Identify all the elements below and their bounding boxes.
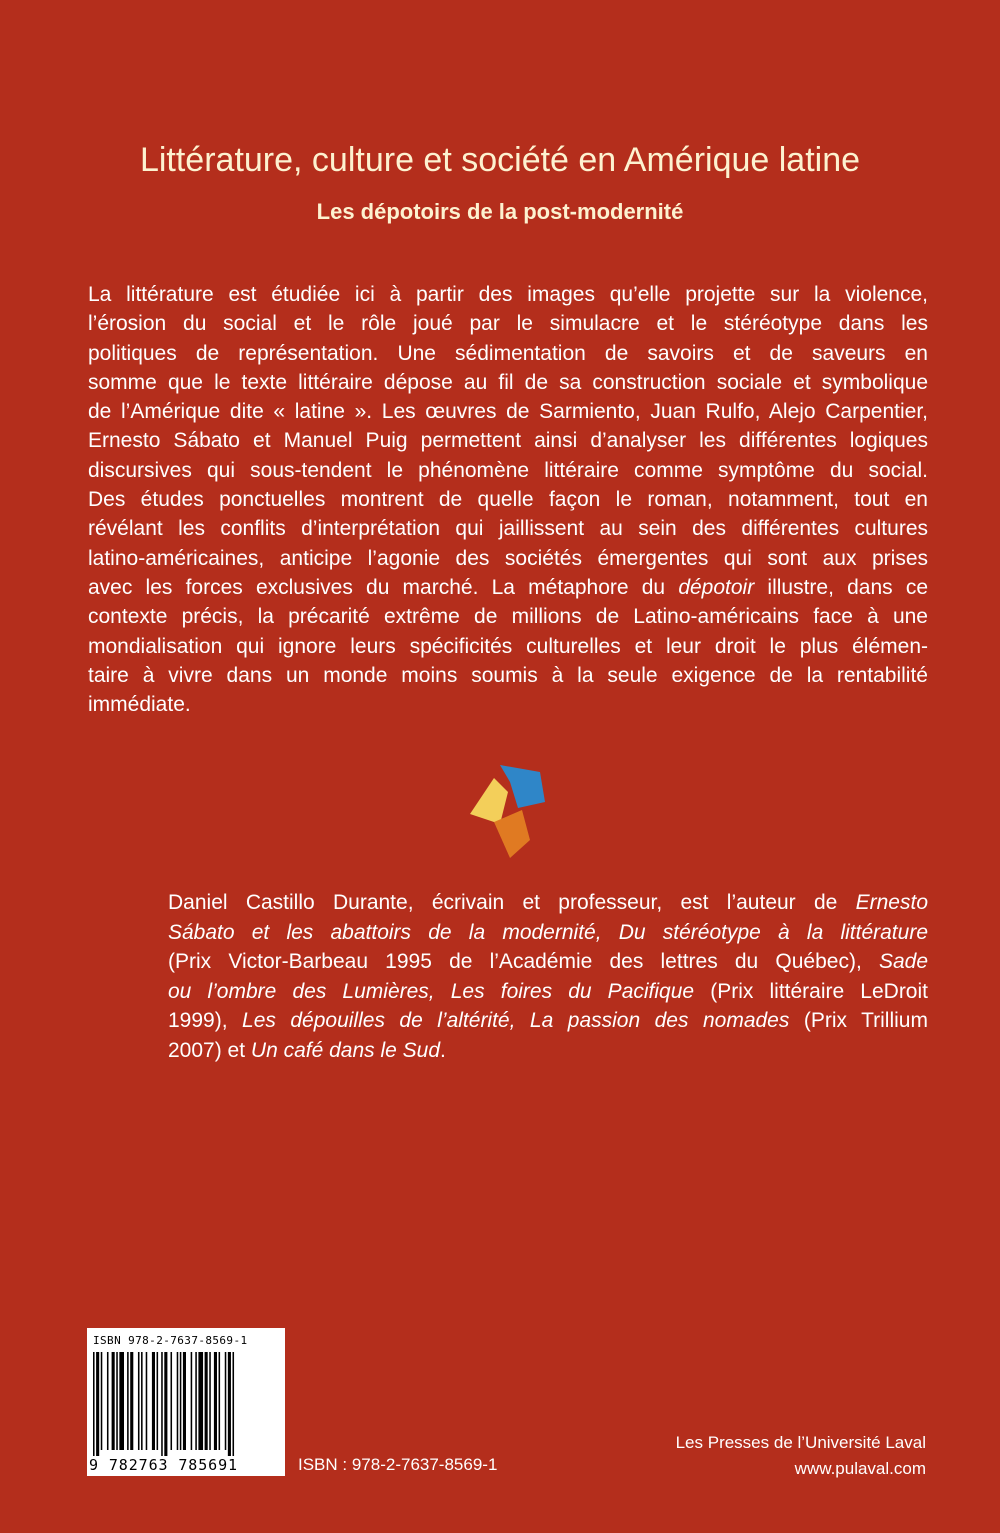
barcode-bars-icon [93, 1352, 279, 1456]
bio-fragment: 1999), [168, 1009, 228, 1032]
barcode-bar [138, 1352, 140, 1450]
bio-book-title: Sábato et les abattoirs de la modernité, Du stéréotype à la littérature [168, 920, 928, 944]
barcode-bar [214, 1352, 217, 1450]
barcode-bar [164, 1352, 167, 1456]
barcode-bar [205, 1352, 208, 1450]
barcode-bar [116, 1352, 118, 1450]
book-title: Littérature, culture et société en Amérique latine [139, 141, 861, 179]
barcode-bar [130, 1352, 133, 1450]
bio-book-title: Les dépouilles de l’altérité, La passion des nomades [242, 1009, 790, 1032]
bio-book-title: Un café dans le Sud [250, 1038, 441, 1062]
blurb-italic-term: dépotoir [678, 575, 755, 599]
barcode-bar [93, 1352, 95, 1456]
blurb-line: Des études ponctuelles montrent de quelle façon le roman, notamment, tout en [88, 488, 928, 512]
barcode-digits: 9 782763 785691 [89, 1456, 238, 1474]
bio-fragment: (Prix Trillium [803, 1009, 928, 1032]
barcode-bar [219, 1352, 221, 1450]
blurb-text [88, 280, 928, 719]
barcode-bar [183, 1352, 186, 1450]
barcode-bar [127, 1352, 129, 1450]
publisher-block [676, 1430, 926, 1482]
bio-book-title: ou l’ombre des Lumières, Les foires du Pacifique [168, 979, 695, 1003]
blurb-line: immédiate. [88, 693, 191, 717]
author-bio [168, 888, 928, 1065]
blurb-line: La littérature est étudiée ici à partir des images qu’elle projette sur la violence, [88, 283, 928, 306]
barcode-bar [180, 1352, 182, 1450]
bio-fragment: . [440, 1038, 446, 1062]
barcode-bar [177, 1352, 179, 1450]
barcode-bar [233, 1352, 235, 1456]
barcode-bar [152, 1352, 155, 1450]
blurb-line: révélant les conflits d’interprétation qui jaillissent au sein des différentes cultures [88, 517, 928, 541]
barcode-bar [198, 1352, 203, 1450]
barcode-bar [119, 1352, 124, 1450]
bio-book-title: Sade [878, 950, 928, 973]
bio-book-title: Ernesto [855, 891, 928, 914]
bio-line [168, 947, 928, 977]
blurb-line: discursives qui sous-tendent le phénomène littéraire comme symptôme du social. [88, 458, 928, 482]
barcode-bar [209, 1352, 211, 1450]
blurb-line: somme que le texte littéraire dépose au fil de sa construction sociale et symbolique [88, 370, 928, 394]
barcode-bar [101, 1352, 103, 1450]
barcode-bar [228, 1352, 231, 1456]
barcode-bar [161, 1352, 163, 1456]
bio-line [168, 1006, 928, 1036]
publisher-logo-icon [460, 760, 560, 860]
bio-fragment: (Prix Victor-Barbeau 1995 de l’Académie des lettres du Québec), [168, 950, 862, 973]
blurb-fragment: avec les forces exclusives du marché. La métaphore du [88, 575, 666, 599]
barcode-bar [141, 1352, 143, 1450]
blurb-line: mondialisation qui ignore leurs spécificités culturelles et leur droit le plus élémen- [88, 634, 928, 658]
barcode-bar [112, 1352, 115, 1450]
isbn-text: ISBN : 978-2-7637-8569-1 [298, 1455, 498, 1474]
bio-line [168, 888, 928, 918]
logo-blue-shape [500, 765, 545, 808]
blurb-line: contexte précis, la précarité extrême de millions de Latino-américains face à une [88, 605, 928, 629]
barcode-isbn-label: ISBN 978-2-7637-8569-1 [93, 1334, 248, 1347]
bio-line [168, 918, 928, 948]
logo-yellow-shape [470, 778, 508, 824]
blurb-line: politiques de représentation. Une sédimentation de savoirs et de saveurs en [88, 341, 928, 365]
isbn-barcode [87, 1328, 285, 1476]
blurb-line: l’érosion du social et le rôle joué par le simulacre et le stéréotype dans les [88, 312, 928, 336]
blurb-line: de l’Amérique dite « latine ». Les œuvres de Sarmiento, Juan Rulfo, Alejo Carpentier, [88, 400, 928, 424]
barcode-bar [191, 1352, 193, 1450]
bio-line [168, 977, 928, 1007]
barcode-bar [171, 1352, 173, 1450]
blurb-line: taire à vivre dans un monde moins soumis à la seule exigence de la rentabilité [88, 663, 928, 687]
blurb-line [88, 573, 928, 602]
bio-fragment: 2007) et [168, 1038, 246, 1062]
barcode-bar [96, 1352, 99, 1456]
blurb-line: latino-américaines, anticipe l’agonie des sociétés émergentes qui sont aux prises [88, 546, 928, 570]
barcode-bar [146, 1352, 148, 1450]
book-subtitle: Les dépotoirs de la post-modernité [316, 199, 684, 224]
publisher-url[interactable]: www.pulaval.com [794, 1459, 926, 1478]
barcode-bar [157, 1352, 159, 1450]
publisher-name: Les Presses de l’Université Laval [675, 1433, 926, 1452]
barcode-bar [195, 1352, 197, 1450]
bio-line [168, 1036, 928, 1066]
blurb-fragment: illustre, dans ce [767, 575, 929, 599]
barcode-bar [225, 1352, 227, 1450]
bio-fragment: (Prix littéraire LeDroit [710, 979, 928, 1003]
blurb-line: Ernesto Sábato et Manuel Puig permettent ainsi d’analyser les différentes logiques [88, 429, 928, 453]
bio-fragment: Daniel Castillo Durante, écrivain et professeur, est l’auteur de [168, 891, 838, 914]
barcode-bar [107, 1352, 109, 1450]
